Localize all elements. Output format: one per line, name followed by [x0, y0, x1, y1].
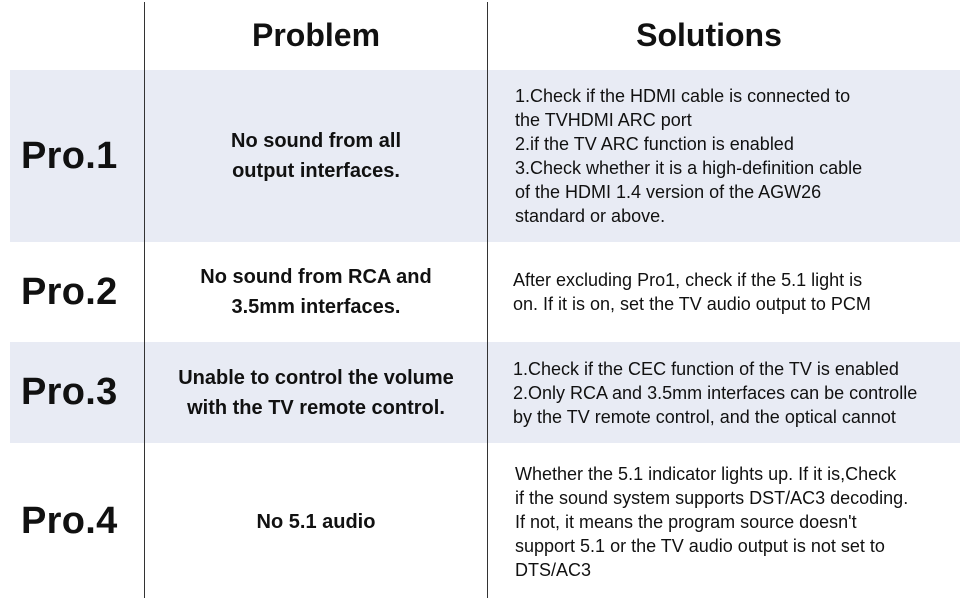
problem-cell	[145, 242, 487, 342]
row-label: Pro.2	[21, 270, 118, 313]
solution-text: 1.Check if the CEC function of the TV is enabled 2.Only RCA and 3.5mm interfaces can be controlle by the TV remote control, and the optical cannot	[513, 358, 918, 427]
solution-cell	[488, 70, 970, 242]
table-header	[0, 0, 970, 70]
problem-text: Unable to control the volume with the TV remote control.	[178, 366, 454, 419]
problem-cell	[145, 70, 487, 242]
problem-cell	[145, 443, 487, 600]
row-label: Pro.4	[21, 500, 118, 542]
problem-text: No 5.1 audio	[256, 510, 376, 533]
header-problem: Problem	[251, 16, 381, 53]
table-row-pro-1	[10, 70, 960, 242]
table-row-pro-2	[10, 242, 960, 342]
solution-cell	[488, 242, 970, 342]
solution-text: Whether the 5.1 indicator lights up. If it is,Check if the sound system supports DST/AC3 decoding. If not, it means the program source doesn't support 5.1 or the TV audio output is not set to DTS/AC3	[515, 463, 909, 580]
row-label: Pro.3	[21, 371, 118, 413]
solution-text: After excluding Pro1, check if the 5.1 light is on. If it is on, set the TV audio output to PCM	[513, 270, 871, 314]
solution-cell	[488, 443, 970, 600]
problem-cell	[145, 342, 487, 443]
row-label: Pro.1	[21, 134, 118, 177]
problem-text: No sound from all output interfaces.	[231, 130, 401, 182]
header-solutions: Solutions	[636, 16, 782, 53]
column-divider	[487, 2, 488, 598]
column-divider	[144, 2, 145, 598]
problem-text: No sound from RCA and 3.5mm interfaces.	[200, 266, 432, 318]
solution-cell	[488, 342, 970, 443]
table-row-pro-4	[10, 443, 960, 600]
table-row-pro-3	[10, 342, 960, 443]
solution-text: 1.Check if the HDMI cable is connected to the TVHDMI ARC port 2.if the TV ARC function is enabled 3.Check whether it is a high-definition cable of the HDMI 1.4 version of the AGW26 standard or above.	[515, 86, 863, 226]
